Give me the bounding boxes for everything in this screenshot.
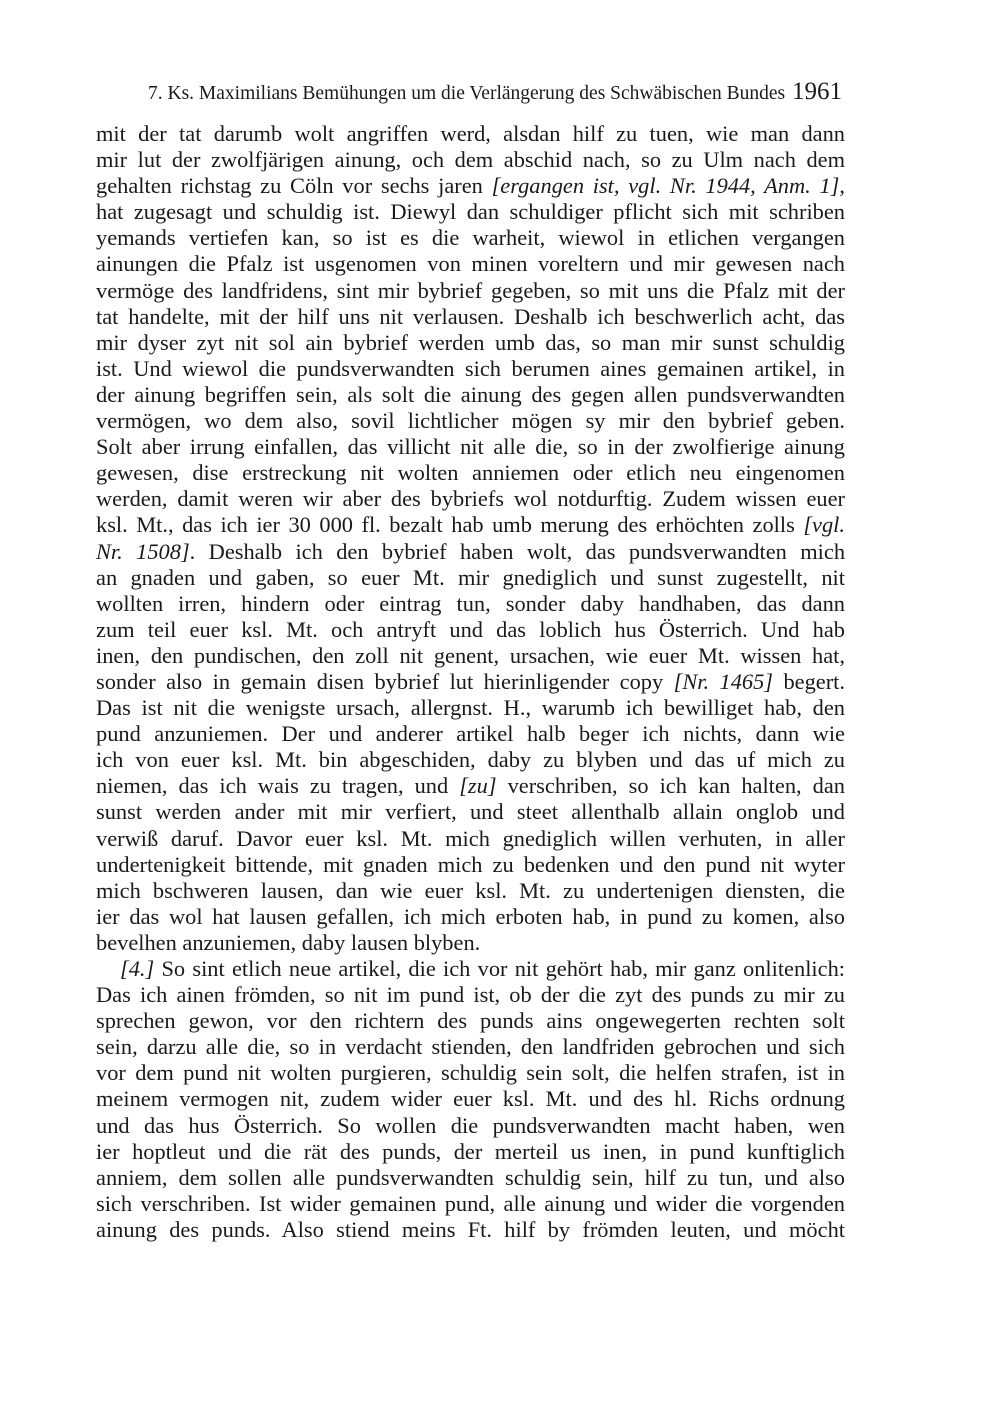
body-text: [96, 121, 845, 1243]
text-run: ich von euer ksl. Mt. bin abgeschiden, daby zu blyben und das uf mich zu: [96, 747, 845, 773]
text-run: sprechen gewon, vor den richtern des punds ains ongewegerten rechten solt: [96, 1008, 845, 1034]
text-run: mir lut der zwolfjärigen ainung, och dem abschid nach, so zu Ulm nach dem: [96, 147, 845, 173]
text-run: ier das wol hat lausen gefallen, ich mich erboten hab, in pund zu komen, also: [96, 903, 845, 929]
text-line: [96, 408, 845, 434]
text-run: bevelhen anzuniemen, daby lausen blyben.: [96, 929, 481, 955]
text-run: begert.: [773, 668, 845, 694]
text-run: ainung des punds. Also stiend meins Ft. hilf by frömden leuten, und möcht: [96, 1216, 845, 1242]
text-line: [96, 1034, 845, 1060]
text-run: . Deshalb ich den bybrief haben wolt, das pundsverwandten mich: [189, 538, 846, 564]
text-line: [96, 904, 845, 930]
text-run: inen, den pundischen, den zoll nit genent, ursachen, wie euer Mt. wissen hat,: [96, 642, 845, 668]
text-run: ist. Und wiewol die pundsverwandten sich berumen aines gemainen artikel, in: [96, 355, 845, 381]
text-run: sunst werden ander mit mir verfiert, und steet allenthalb allain onglob und: [96, 799, 845, 825]
text-line: [96, 251, 845, 277]
editorial-note: [vgl.: [803, 512, 845, 538]
text-line: [96, 1139, 845, 1165]
text-run: yemands vertiefen kan, so ist es die warheit, wiewol in etlichen vergangen: [96, 225, 845, 251]
text-run: Solt aber irrung einfallen, das villicht nit alle die, so in der zwolfierige ainung: [96, 434, 845, 460]
text-run: So sint etlich neue artikel, die ich vor nit gehört hab, mir ganz onlitenlich:: [154, 956, 845, 981]
text-line: [96, 121, 845, 147]
text-run: meinem vermogen nit, zudem wider euer ksl. Mt. und des hl. Richs ordnung: [96, 1086, 845, 1112]
text-run: ainungen die Pfalz ist usgenomen von minen voreltern und mir gewesen nach: [96, 251, 845, 277]
text-line: [96, 643, 845, 669]
text-line: [96, 1113, 845, 1139]
text-line: [96, 1008, 845, 1034]
text-run: ksl. Mt., das ich ier 30 000 fl. bezalt hab umb merung des erhöchten zolls: [96, 512, 804, 538]
text-run: niemen, das ich wais zu tragen, und: [96, 773, 460, 799]
text-line: [96, 434, 845, 460]
text-line: [96, 747, 845, 773]
text-run: ier hoptleut und die rät des punds, der merteil us inen, in pund kunftiglich: [96, 1138, 845, 1164]
text-run: vor dem pund nit wolten purgieren, schuldig sein solt, die helfen strafen, ist in: [96, 1060, 845, 1086]
text-run: verwiß daruf. Davor euer ksl. Mt. mich gnediglich willen verhuten, in aller: [96, 825, 845, 851]
text-run: zum teil euer ksl. Mt. och antryft und das loblich hus Österrich. Und hab: [96, 616, 845, 642]
text-line: [96, 669, 845, 695]
text-run: und das hus Österrich. So wollen die pundsverwandten macht haben, wen: [96, 1112, 845, 1138]
editorial-note: Nr. 1508]: [96, 538, 190, 564]
editorial-note: [Nr. 1465]: [673, 668, 774, 694]
text-line: [96, 1086, 845, 1112]
text-run: gewesen, dise erstreckung nit wolten anniemen oder etlich neu eingenomen: [96, 460, 845, 486]
text-line: [96, 878, 845, 904]
text-line: [96, 721, 845, 747]
text-line: [96, 930, 845, 956]
text-line: [96, 617, 845, 643]
text-line: [96, 460, 845, 486]
text-run: gehalten richstag zu Cöln vor sechs jaren: [96, 173, 492, 199]
text-line: [96, 512, 845, 538]
text-line: [96, 773, 845, 799]
text-run: sonder also in gemain disen bybrief lut hierinligender copy: [96, 668, 674, 694]
text-run: undertenigkeit bittende, mit gnaden mich zu bedenken und den pund nit wyter: [96, 851, 845, 877]
text-line: [96, 956, 845, 982]
text-run: Das ich ainen frömden, so nit im pund ist, ob der die zyt des punds zu mir zu: [96, 982, 845, 1008]
text-line: [96, 304, 845, 330]
text-line: [96, 382, 845, 408]
text-line: [96, 486, 845, 512]
editorial-note: [4.]: [120, 956, 155, 981]
text-line: [96, 565, 845, 591]
text-run: verschriben, so ich kan halten, dan: [496, 773, 845, 799]
text-line: [96, 799, 845, 825]
text-run: werden, damit weren wir aber des bybriefs wol notdurftig. Zudem wissen euer: [96, 486, 845, 512]
text-run: mich bschweren lausen, dan wie euer ksl. Mt. zu undertenigen diensten, die: [96, 877, 845, 903]
text-line: [96, 278, 845, 304]
text-line: [96, 225, 845, 251]
text-line: [96, 173, 845, 199]
text-run: hat zugesagt und schuldig ist. Diewyl dan schuldiger pflicht sich mit schriben: [96, 199, 845, 225]
text-run: anniem, dem sollen alle pundsverwandten schuldig sein, hilf zu tun, und also: [96, 1164, 845, 1190]
text-run: an gnaden und gaben, so euer Mt. mir gnediglich und sunst zugestellt, nit: [96, 564, 845, 590]
text-run: sich verschriben. Ist wider gemainen pund, alle ainung und wider die vorgenden: [96, 1190, 845, 1216]
running-header: [148, 78, 846, 108]
text-line: [96, 1191, 845, 1217]
text-run: tat handelte, mit der hilf uns nit verlausen. Deshalb ich beschwerlich acht, das: [96, 303, 845, 329]
editorial-note: [zu]: [459, 773, 497, 799]
running-title: 7. Ks. Maximilians Bemühungen um die Verlängerung des Schwäbischen Bundes: [148, 83, 786, 104]
text-line: [96, 826, 845, 852]
text-line: [96, 1165, 845, 1191]
text-line: [96, 591, 845, 617]
text-run: mir dyser zyt nit sol ain bybrief werden umb das, so man mir sunst schuldig: [96, 329, 845, 355]
text-line: [96, 539, 845, 565]
text-line: [96, 147, 845, 173]
text-line: [96, 1217, 845, 1243]
text-run: pund anzuniemen. Der und anderer artikel halb beger ich nichts, dann wie: [96, 721, 845, 747]
text-run: vermögen, wo dem also, sovil lichtlicher mögen sy mir den bybrief geben.: [96, 408, 845, 434]
editorial-note: [ergangen ist, vgl. Nr. 1944, Anm. 1]: [491, 173, 840, 199]
page-number: 1961: [791, 78, 842, 105]
text-line: [96, 982, 845, 1008]
text-run: vermöge des landfridens, sint mir bybrief gegeben, so mit uns die Pfalz mit der: [96, 277, 845, 303]
text-run: Das ist nit die wenigste ursach, allergnst. H., warumb ich bewilliget hab, den: [96, 695, 845, 721]
text-line: [96, 330, 845, 356]
text-line: [96, 852, 845, 878]
text-line: [96, 695, 845, 721]
text-run: sein, darzu alle die, so in verdacht stienden, den landfriden gebrochen und sich: [96, 1034, 845, 1060]
text-run: ,: [839, 173, 845, 199]
text-run: wollten irren, hindern oder eintrag tun, sonder daby handhaben, das dann: [96, 590, 845, 616]
text-run: mit der tat darumb wolt angriffen werd, alsdan hilf zu tuen, wie man dann: [96, 121, 845, 146]
text-line: [96, 199, 845, 225]
text-run: der ainung begriffen sein, als solt die ainung des gegen allen pundsverwandten: [96, 381, 845, 407]
text-line: [96, 356, 845, 382]
text-line: [96, 1060, 845, 1086]
